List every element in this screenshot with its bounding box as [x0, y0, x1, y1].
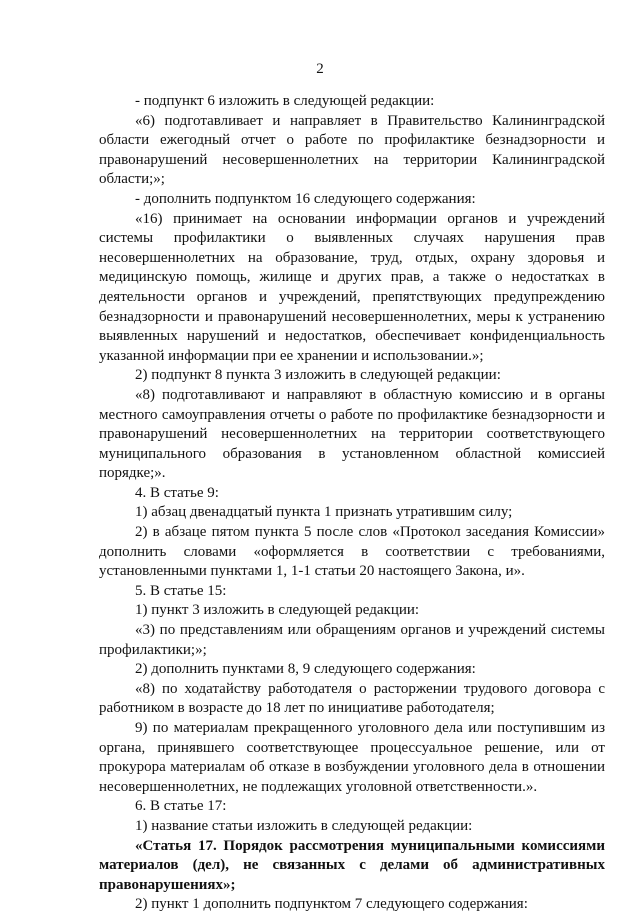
- paragraph: 2) в абзаце пятом пункта 5 после слов «Протокол заседания Комиссии» дополнить словами «оформляется в соответствии с требованиями, установленными пунктами 1, 1-1 статьи 20 настоящего Закона, и».: [99, 524, 605, 580]
- article-title-paragraph: «Статья 17. Порядок рассмотрения муниципальными комиссиями материалов (дел), не связанных с делами об административных правонарушениях»;: [99, 837, 605, 893]
- paragraph: 6. В статье 17:: [135, 798, 227, 815]
- paragraph: «8) по ходатайству работодателя о расторжении трудового договора с работником в возрасте до 18 лет по инициативе работодателя;: [99, 680, 605, 717]
- paragraph: 1) пункт 3 изложить в следующей редакции:: [135, 602, 420, 619]
- paragraph: 2) пункт 1 дополнить подпунктом 7 следующего содержания:: [135, 896, 528, 913]
- paragraph: 1) название статьи изложить в следующей редакции:: [135, 817, 473, 834]
- paragraph: 2) дополнить пунктами 8, 9 следующего содержания:: [135, 661, 476, 678]
- paragraph: - дополнить подпунктом 16 следующего содержания:: [135, 190, 476, 207]
- paragraph: «6) подготавливает и направляет в Правительство Калининградской области ежегодный отчет о работе по профилактике безнадзорности и правонарушений несовершеннолетних на территории Калининградской области;»;: [99, 112, 605, 188]
- paragraph: 5. В статье 15:: [135, 582, 227, 599]
- paragraph: «8) подготавливают и направляют в областную комиссию и в органы местного самоуправления отчеты о работе по профилактике безнадзорности и правонарушений несовершеннолетних на территории соответствующего муниципального образования в установленном областной комиссией порядке;».: [99, 386, 605, 482]
- paragraph: «16) принимает на основании информации органов и учреждений системы профилактики о выявленных случаях нарушения прав несовершеннолетних на образование, труд, отдых, охрану здоровья и медицинскую помощь, жилище и других прав, а также о недостатках в деятельности органов и учреждений, препятствующих предупреждению безнадзорности и правонарушений несовершеннолетних, меры к устранению выявленных нарушений и недостатков, обеспечивает конфиденциальность указанной информации при ее хранении и использовании.»;: [99, 210, 605, 364]
- paragraph: 2) подпункт 8 пункта 3 изложить в следующей редакции:: [135, 367, 501, 384]
- paragraph: «3) по представлениям или обращениям органов и учреждений системы профилактики;»;: [99, 622, 605, 658]
- paragraph: 4. В статье 9:: [135, 484, 219, 501]
- document-body: [99, 92, 605, 915]
- paragraph: - подпункт 6 изложить в следующей редакции:: [135, 93, 435, 109]
- page-number: 2: [316, 61, 324, 77]
- paragraph: 1) абзац двенадцатый пункта 1 признать утратившим силу;: [135, 504, 513, 521]
- paragraph: 9) по материалам прекращенного уголовного дела или поступившим из органа, принявшего соответствующее процессуальное решение, или от прокурора материалам об отказе в возбуждении уголовного дела в отношении несовершеннолетних, не подлежащих уголовной ответственности.».: [99, 720, 605, 795]
